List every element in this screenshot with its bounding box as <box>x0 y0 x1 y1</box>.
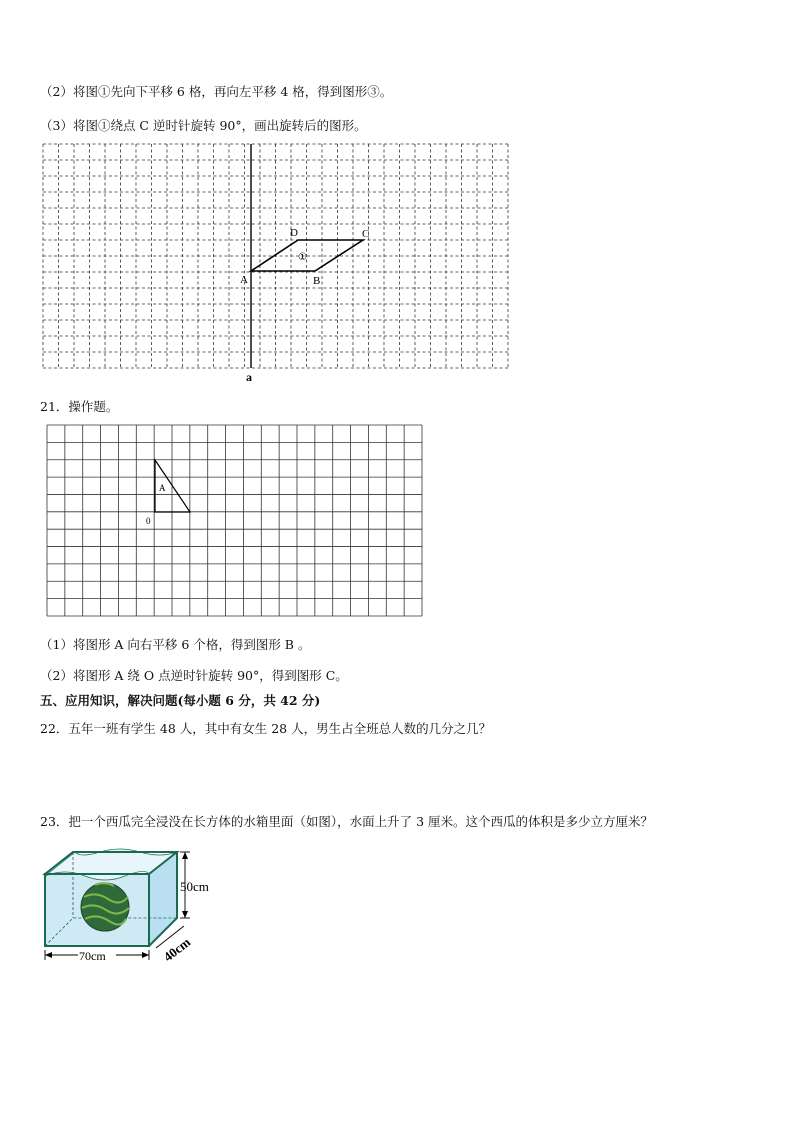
length-label: 70cm <box>79 949 106 963</box>
width-label: 40cm <box>160 934 194 965</box>
q23-text: 23．把一个西瓜完全浸没在长方体的水箱里面（如图），水面上升了 3 厘米。这个西瓜的体积是多少立方厘米？ <box>40 814 654 829</box>
watermelon-icon <box>81 883 129 931</box>
q21-heading: 21．操作题。 <box>40 399 119 414</box>
axis-label-a: a <box>246 370 252 384</box>
section5-title: 五、应用知识，解决问题(每小题 6 分，共 42 分) <box>40 693 321 708</box>
origin-label-o: 0 <box>146 516 151 526</box>
q20-part3-text: （3）将图①绕点 C 逆时针旋转 90°，画出旋转后的图形。 <box>40 118 367 133</box>
height-label: 50cm <box>180 879 209 894</box>
q21-part1-text: （1）将图形 A 向右平移 6 个格，得到图形 B 。 <box>40 637 311 652</box>
shape-label-1: ① <box>298 252 307 263</box>
q20-part2-text: （2）将图①先向下平移 6 格，再向左平移 4 格，得到图形③。 <box>40 84 393 99</box>
point-label-b: B <box>313 275 321 287</box>
shape-label-a: A <box>159 483 166 493</box>
q21-part2-text: （2）将图形 A 绕 O 点逆时针旋转 90°，得到图形 C。 <box>40 668 348 683</box>
q22-text: 22．五年一班有学生 48 人，其中有女生 28 人，男生占全班总人数的几分之几？ <box>40 721 492 736</box>
point-label-d: D <box>290 227 298 239</box>
point-label-a: A <box>240 274 248 286</box>
point-label-c: C <box>362 228 370 240</box>
